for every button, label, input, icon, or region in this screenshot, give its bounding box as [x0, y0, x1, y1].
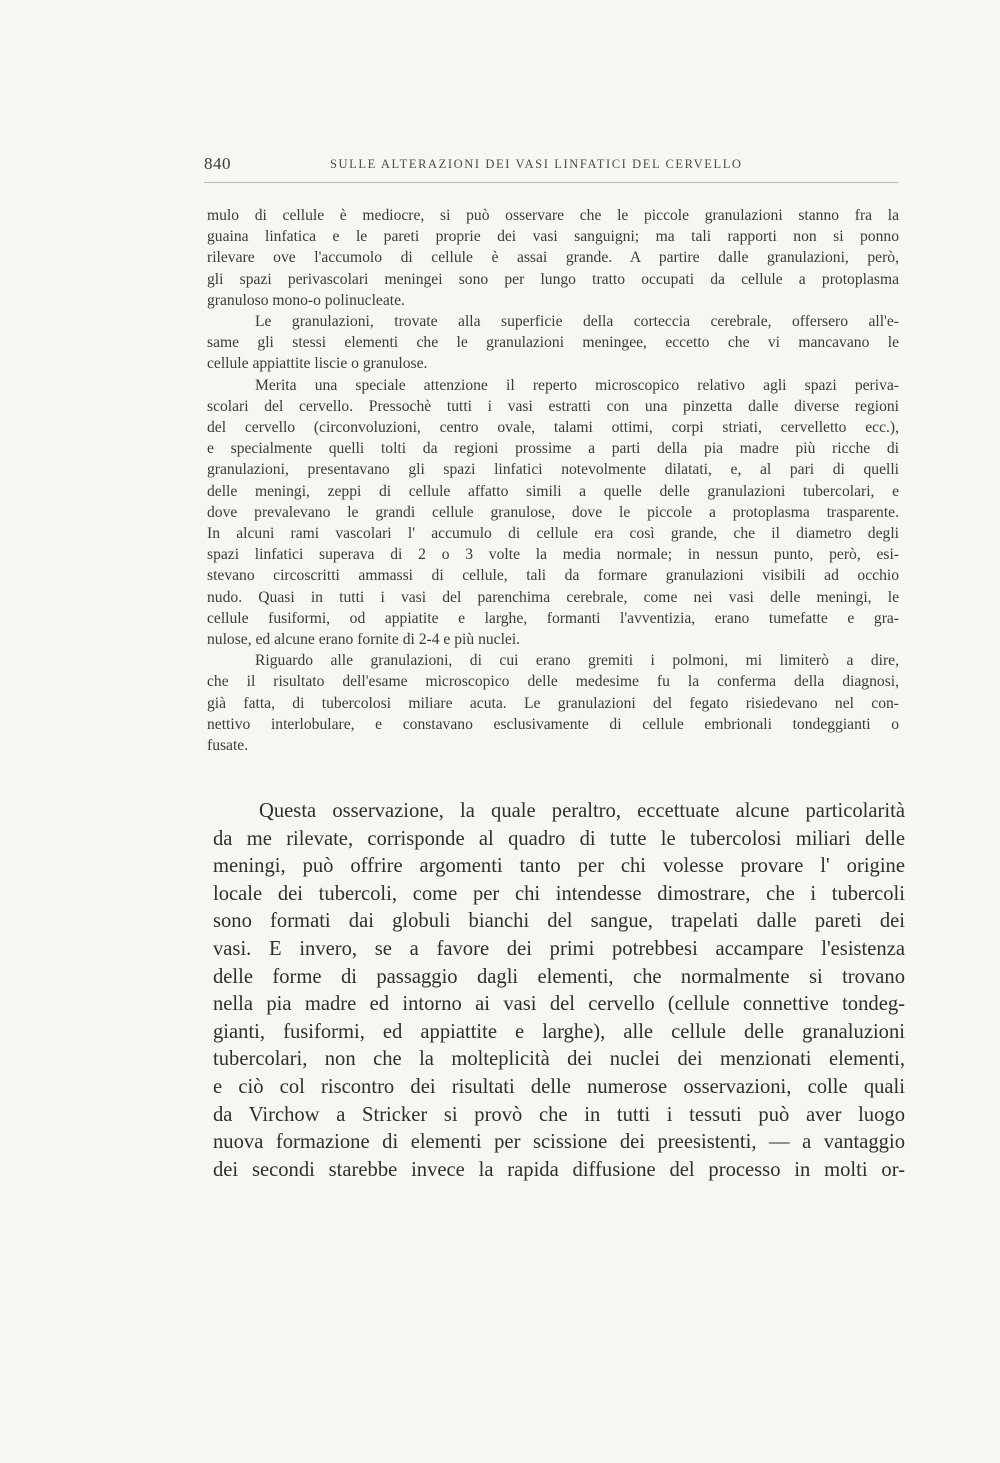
paragraph — [207, 671, 899, 735]
text-line: scolari del cervello. Pressochè tutti i vasi estratti con una pinzetta dalle diverse regioni — [207, 397, 899, 415]
header-rule — [204, 182, 898, 183]
text-line: nella pia madre ed intorno ai vasi del cervello (cellule connettive tondeg- — [213, 993, 905, 1016]
text-line: granulazioni, presentavano gli spazi linfatici notevolmente dilatati, e, al pari di quelli — [207, 461, 899, 479]
text-line: mulo di cellule è mediocre, si può osservare che le piccole granulazioni stanno fra la — [207, 207, 899, 224]
paragraph — [207, 735, 899, 756]
text-line: nuova formazione di elementi per scissione dei preesistenti, — a vantaggio — [213, 1131, 905, 1154]
text-line: e ciò col riscontro dei risultati delle numerose osservazioni, colle quali — [213, 1075, 905, 1098]
text-line: dove prevalevano le grandi cellule granulose, dove le piccole a protoplasma trasparente. — [207, 503, 899, 521]
running-title: SULLE ALTERAZIONI DEI VASI LINFATICI DEL CERVELLO — [330, 157, 743, 171]
text-line: delle forme di passaggio dagli elementi, che normalmente si trovano — [213, 965, 905, 988]
running-head — [204, 150, 898, 180]
paragraph — [207, 396, 899, 629]
text-line: granuloso mono-o polinucleate. — [207, 291, 405, 309]
text-line: vasi. E invero, se a favore dei primi potrebbesi accampare l'esistenza — [213, 937, 905, 960]
text-line: meningi, può offrire argomenti tanto per chi volesse provare l' origine — [213, 855, 905, 878]
paragraph — [213, 798, 905, 826]
text-line: da Virchow a Stricker si provò che in tutti i tessuti può aver luogo — [213, 1103, 905, 1126]
text-line: che il risultato dell'esame microscopico delle medesime fu la conferma della diagnosi, — [207, 673, 899, 691]
text-line: fusate. — [207, 737, 249, 755]
text-line: gianti, fusiformi, ed appiattite e larghe), alle cellule delle granaluzioni — [213, 1020, 905, 1043]
text-line: dei secondi starebbe invece la rapida diffusione del processo in molti or- — [213, 1158, 905, 1181]
paragraph — [207, 629, 899, 650]
text-line: Riguardo alle granulazioni, di cui erano gremiti i polmoni, mi limiterò a dire, — [255, 652, 899, 670]
text-line: locale dei tubercoli, come per chi intendesse dimostrare, che i tubercoli — [213, 882, 905, 905]
text-line: Le granulazioni, trovate alla superficie della corteccia cerebrale, offersero all'e- — [255, 313, 899, 331]
text-line: Merita una speciale attenzione il reperto microscopico relativo agli spazi periva- — [255, 376, 899, 394]
paragraph — [207, 650, 899, 671]
text-line: cellule fusiformi, od appiatite e larghe, formanti l'avventizia, erano tumefatte e gra- — [207, 609, 899, 627]
text-line: tubercolari, non che la molteplicità dei nuclei dei menzionati elementi, — [213, 1048, 905, 1071]
small-print-section — [207, 205, 899, 756]
text-line: In alcuni rami vascolari l' accumulo di cellule era così grande, che il diametro degli — [207, 525, 899, 543]
text-line: Questa osservazione, la quale peraltro, eccettuate alcune particolarità — [259, 800, 905, 822]
page-number: 840 — [204, 154, 231, 173]
text-line: nulose, ed alcune erano fornite di 2-4 e più nuclei. — [207, 631, 521, 649]
text-line: guaina linfatica e le pareti proprie dei vasi sanguigni; ma tali rapporti non si ponno — [207, 228, 899, 246]
paragraph — [207, 332, 899, 353]
text-line: same gli stessi elementi che le granulazioni meningee, eccetto che vi mancavano le — [207, 334, 899, 352]
text-line: rilevare ove l'accumolo di cellule è assai grande. A partire dalle granulazioni, però, — [207, 249, 899, 267]
text-line: e specialmente quelli tolti da regioni prossime a parti della pia madre più ricche di — [207, 440, 899, 458]
text-line: spazi linfatici superava di 2 o 3 volte la media normale; in nessun punto, però, esi- — [207, 546, 899, 564]
text-line: delle meningi, zeppi di cellule affatto simili a quelle delle granulazioni tubercolari, e — [207, 482, 899, 500]
paragraph — [207, 205, 899, 290]
text-line: del cervello (circonvoluzioni, centro ovale, talami ottimi, corpi striati, cervelletto ecc.), — [207, 419, 899, 437]
paragraph — [207, 290, 899, 311]
text-line: cellule appiattite liscie o granulose. — [207, 355, 428, 373]
paragraph — [207, 375, 899, 396]
paragraph — [207, 311, 899, 332]
text-line: gli spazi perivascolari meningei sono per lungo tratto occupati da cellule a protoplasma — [207, 270, 899, 288]
text-line: nettivo interlobulare, e constavano esclusivamente di cellule embrionali tondeggianti o — [207, 715, 899, 733]
paragraph — [213, 826, 905, 1185]
paragraph — [207, 353, 899, 374]
text-line: nudo. Quasi in tutti i vasi del parenchima cerebrale, come nei vasi delle meningi, le — [207, 588, 899, 606]
text-line: sono formati dai globuli bianchi del sangue, trapelati dalle pareti dei — [213, 910, 905, 933]
text-line: da me rilevate, corrisponde al quadro di tutte le tubercolosi miliari delle — [213, 827, 905, 850]
text-line: già fatta, di tubercolosi miliare acuta. Le granulazioni del fegato risiedevano nel con- — [207, 694, 899, 712]
text-line: stevano circoscritti ammassi di cellule, tali da formare granulazioni visibili ad occhio — [207, 567, 899, 585]
main-text-section — [213, 798, 905, 1184]
